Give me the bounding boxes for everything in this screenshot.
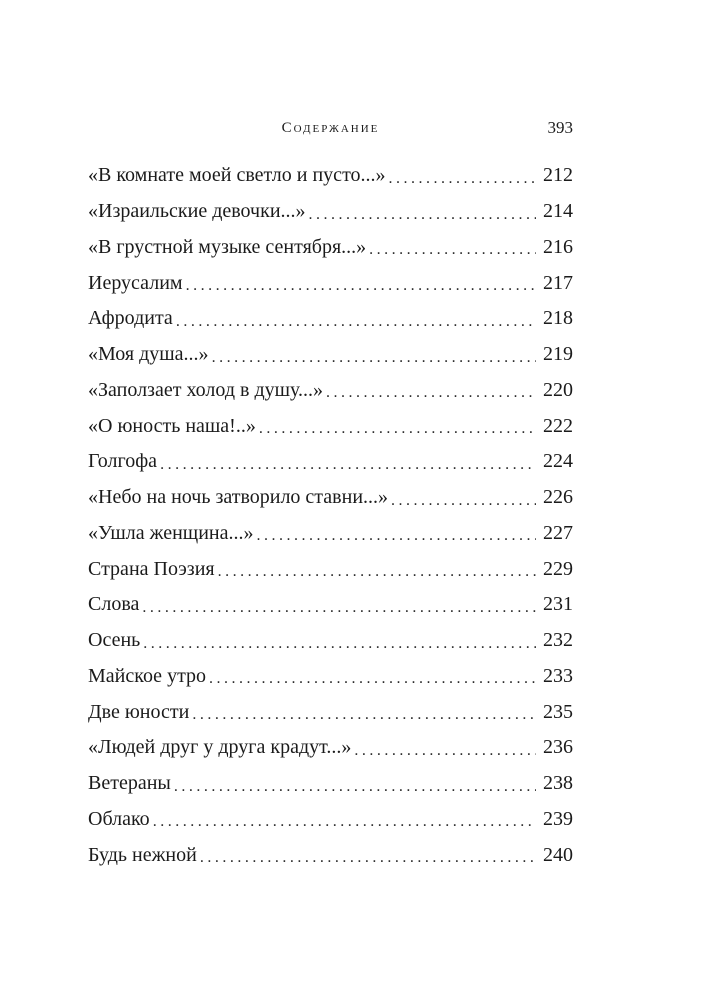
toc-entry[interactable] — [88, 230, 573, 266]
toc-entry-page: 235 — [543, 700, 573, 723]
toc-entry-page: 220 — [543, 378, 573, 401]
toc-entry[interactable] — [88, 158, 573, 194]
toc-entry[interactable] — [88, 659, 573, 695]
dot-leader — [160, 456, 536, 474]
toc-entry-page: 236 — [543, 736, 573, 759]
toc-entry-page: 240 — [543, 843, 573, 866]
toc-entry-page: 229 — [543, 557, 573, 580]
toc-entry-title: Голгофа — [88, 450, 158, 473]
toc-entry-title: Будь нежной — [88, 843, 197, 866]
toc-entry-page: 232 — [543, 629, 573, 652]
toc-entry-title: «Израильские девочки...» — [88, 200, 306, 223]
dot-leader — [391, 492, 536, 510]
toc-entry-title: «Моя душа...» — [88, 343, 209, 366]
dot-leader — [142, 599, 536, 617]
toc-entry[interactable] — [88, 694, 573, 730]
dot-leader — [259, 420, 536, 438]
toc-entry[interactable] — [88, 766, 573, 802]
toc-entry[interactable] — [88, 480, 573, 516]
toc-entry-title: «В комнате моей светло и пусто...» — [88, 164, 386, 187]
toc-entry-page: 238 — [543, 772, 573, 795]
toc-entry-title: Майское утро — [88, 664, 207, 687]
dot-leader — [389, 170, 536, 188]
toc-entry[interactable] — [88, 301, 573, 337]
page-number: 393 — [547, 118, 573, 137]
toc-entry-title: «Заползает холод в душу...» — [88, 378, 324, 401]
toc-entry-title: Страна Поэзия — [88, 557, 215, 580]
toc-entry-title: Осень — [88, 629, 141, 652]
toc-entry-page: 226 — [543, 486, 573, 509]
toc-entry-page: 239 — [543, 807, 573, 830]
toc-entry-page: 218 — [543, 307, 573, 330]
dot-leader — [256, 527, 536, 545]
dot-leader — [143, 635, 536, 653]
toc-entry-page: 233 — [543, 664, 573, 687]
toc-entry[interactable] — [88, 623, 573, 659]
toc-entry-title: Ветераны — [88, 772, 171, 795]
toc-entry[interactable] — [88, 337, 573, 373]
toc-entry-page: 224 — [543, 450, 573, 473]
dot-leader — [369, 241, 536, 259]
dot-leader — [200, 849, 536, 867]
toc-entry-title: Слова — [88, 593, 140, 616]
section-title: Содержание — [281, 120, 380, 136]
toc-entry[interactable] — [88, 408, 573, 444]
toc-entry[interactable] — [88, 837, 573, 873]
toc-entry-page: 227 — [543, 521, 573, 544]
dot-leader — [218, 563, 536, 581]
toc-entry-title: «Ушла женщина...» — [88, 521, 254, 544]
toc-entry-title: Иерусалим — [88, 271, 183, 294]
toc-entry[interactable] — [88, 265, 573, 301]
toc-entry[interactable] — [88, 730, 573, 766]
dot-leader — [176, 313, 536, 331]
dot-leader — [354, 742, 536, 760]
dot-leader — [309, 206, 536, 224]
table-of-contents — [88, 158, 573, 873]
toc-entry-title: Две юности — [88, 700, 190, 723]
dot-leader — [212, 349, 536, 367]
toc-entry-title: «О юность наша!..» — [88, 414, 256, 437]
toc-entry[interactable] — [88, 587, 573, 623]
toc-entry[interactable] — [88, 444, 573, 480]
dot-leader — [186, 277, 536, 295]
dot-leader — [174, 778, 536, 796]
toc-entry-title: Облако — [88, 807, 150, 830]
toc-entry-title: «Людей друг у друга крадут...» — [88, 736, 352, 759]
toc-entry-page: 216 — [543, 235, 573, 258]
toc-entry[interactable] — [88, 194, 573, 230]
toc-entry[interactable] — [88, 551, 573, 587]
dot-leader — [326, 384, 536, 402]
toc-entry-title: «В грустной музыке сентября...» — [88, 235, 367, 258]
toc-entry[interactable] — [88, 516, 573, 552]
toc-entry-title: Афродита — [88, 307, 173, 330]
toc-entry[interactable] — [88, 802, 573, 838]
running-head — [88, 118, 573, 142]
toc-entry-page: 214 — [543, 200, 573, 223]
toc-entry-page: 222 — [543, 414, 573, 437]
toc-entry-page: 212 — [543, 164, 573, 187]
dot-leader — [153, 813, 536, 831]
dot-leader — [209, 670, 536, 688]
toc-entry-page: 219 — [543, 343, 573, 366]
dot-leader — [192, 706, 536, 724]
toc-entry-title: «Небо на ночь затворило ставни...» — [88, 486, 389, 509]
toc-entry-page: 231 — [543, 593, 573, 616]
toc-entry[interactable] — [88, 373, 573, 409]
toc-entry-page: 217 — [543, 271, 573, 294]
